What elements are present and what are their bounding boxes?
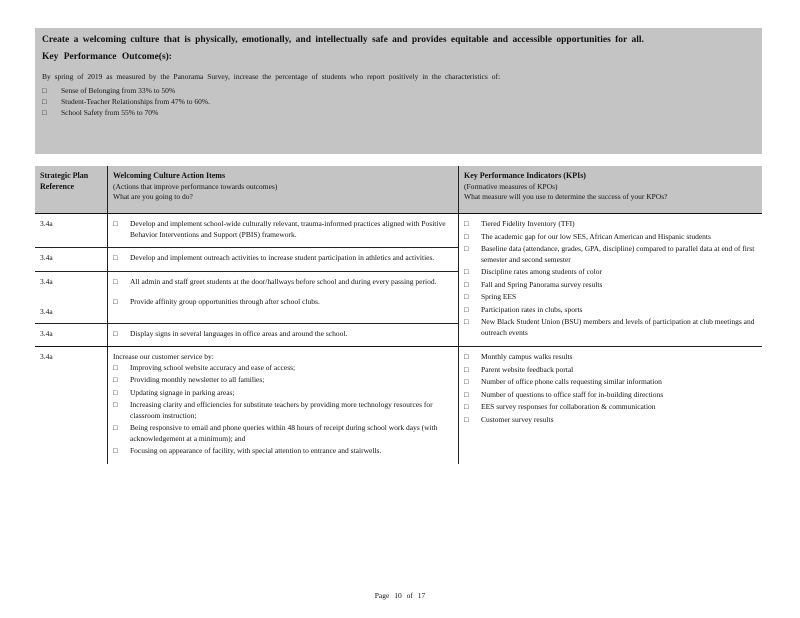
- page-number: Page 10 of 17: [374, 591, 426, 600]
- checkbox-bullet-icon: □: [464, 231, 469, 241]
- plan-reference: 3.4a 3.4a: [35, 271, 108, 323]
- kpo-bullet: □ School Safety from 55% to 70%: [42, 108, 159, 117]
- plan-reference: 3.4a: [35, 214, 108, 248]
- checkbox-bullet-icon: □: [464, 267, 469, 276]
- action-cell: □ Display signs in several languages in office areas and around the school.: [108, 323, 459, 347]
- goal-title: Create a welcoming culture that is physically, emotionally, and intellectually safe and provides equitable and accessible opportunities for all.: [42, 35, 644, 45]
- checkbox-bullet-icon: □: [464, 279, 469, 289]
- checkbox-bullet-icon: □: [464, 402, 469, 411]
- kpo-bullet: □ Student-Teacher Relationships from 47% to 60%.: [42, 97, 211, 106]
- checkbox-bullet-icon: □: [464, 317, 469, 326]
- kpo-heading: Key Performance Outcome(s):: [42, 52, 172, 62]
- header-plan-reference: Strategic Plan Reference: [35, 166, 108, 214]
- action-cell: Increase our customer service by: □ Improving school website accuracy and ease of access; □ Providing monthly newsletter to all families; □ Updating signage in parking areas; □ Increasing clarity and efficiencies for substitute teachers by providing more technology resources for classroom instruction; □ Being responsive to email and phone queries within 48 hours of receipt during school work days (with acknowledgement at a minimum); and □ Focusing on appearance of facility, with special attention to entrance and stairwells.: [108, 347, 459, 464]
- checkbox-bullet-icon: □: [113, 328, 118, 338]
- checkbox-bullet-icon: □: [113, 219, 118, 228]
- checkbox-bullet-icon: □: [113, 375, 118, 384]
- checkbox-bullet-icon: □: [113, 297, 118, 306]
- plan-reference: 3.4a: [35, 248, 108, 272]
- checkbox-bullet-icon: □: [464, 219, 469, 228]
- plan-reference: 3.4a: [40, 352, 53, 361]
- action-cell: □ All admin and staff greet students at the door/hallways before school and during every passing period. □ Provide affinity group opportunities through after school clubs.: [108, 271, 459, 323]
- header-kpis: Key Performance Indicators (KPIs) (Formative measures of KPOs) What measure will you use to determine the success of your KPOs?: [459, 166, 763, 214]
- checkbox-bullet-icon: □: [42, 108, 47, 117]
- checkbox-bullet-icon: □: [464, 377, 469, 386]
- checkbox-bullet-icon: □: [464, 389, 469, 399]
- kpo-bullet-list: [42, 85, 755, 118]
- checkbox-bullet-icon: □: [464, 414, 469, 424]
- table-header-row: [35, 166, 762, 214]
- plan-reference: 3.4a: [35, 323, 108, 347]
- checkbox-bullet-icon: □: [464, 304, 469, 314]
- checkbox-bullet-icon: □: [464, 364, 469, 374]
- checkbox-bullet-icon: □: [113, 276, 118, 286]
- checkbox-bullet-icon: □: [113, 446, 118, 455]
- checkbox-bullet-icon: □: [464, 244, 469, 253]
- goal-box: [35, 28, 762, 154]
- action-cell: □ Develop and implement school-wide culturally relevant, trauma-informed practices aligned with Positive Behavior Interventions and Support (PBIS) framework.: [108, 214, 459, 248]
- action-cell: □ Develop and implement outreach activities to increase student participation in athletics and activities.: [108, 248, 459, 272]
- checkbox-bullet-icon: □: [464, 292, 469, 301]
- checkbox-bullet-icon: □: [113, 362, 118, 372]
- goal-description: By spring of 2019 as measured by the Panorama Survey, increase the percentage of students who report positively in the characteristics of:: [42, 72, 501, 81]
- checkbox-bullet-icon: □: [113, 253, 118, 262]
- checkbox-bullet-icon: □: [113, 423, 118, 432]
- kpo-bullet: □ Sense of Belonging from 33% to 50%: [42, 86, 176, 95]
- kpi-cell: □ Tiered Fidelity Inventory (TFI) □ The academic gap for our low SES, African American and Hispanic students □ Baseline data (attendance, grades, GPA, discipline) compared to parallel data at end of first semester and second semester □ Discipline rates among students of color □ Fall and Spring Panorama survey results □ Spring EES □ Participation rates in clubs, sports □ New Black Student Union (BSU) members and levels of participation at club meetings and outreach events: [459, 214, 763, 347]
- table-row: [35, 347, 762, 464]
- kpi-cell: □ Monthly campus walks results □ Parent website feedback portal □ Number of office phone calls requesting similar information □ Number of questions to office staff for in-building directions □ EES survey responses for collaboration & communication □ Customer survey results: [464, 352, 664, 424]
- checkbox-bullet-icon: □: [464, 352, 469, 361]
- checkbox-bullet-icon: □: [113, 400, 118, 409]
- table-row: [35, 214, 762, 248]
- checkbox-bullet-icon: □: [42, 97, 47, 106]
- header-action-items: Welcoming Culture Action Items (Actions that improve performance towards outcomes) What are you going to do?: [108, 166, 459, 214]
- checkbox-bullet-icon: □: [113, 387, 118, 397]
- checkbox-bullet-icon: □: [42, 86, 47, 95]
- action-plan-table: [35, 166, 762, 464]
